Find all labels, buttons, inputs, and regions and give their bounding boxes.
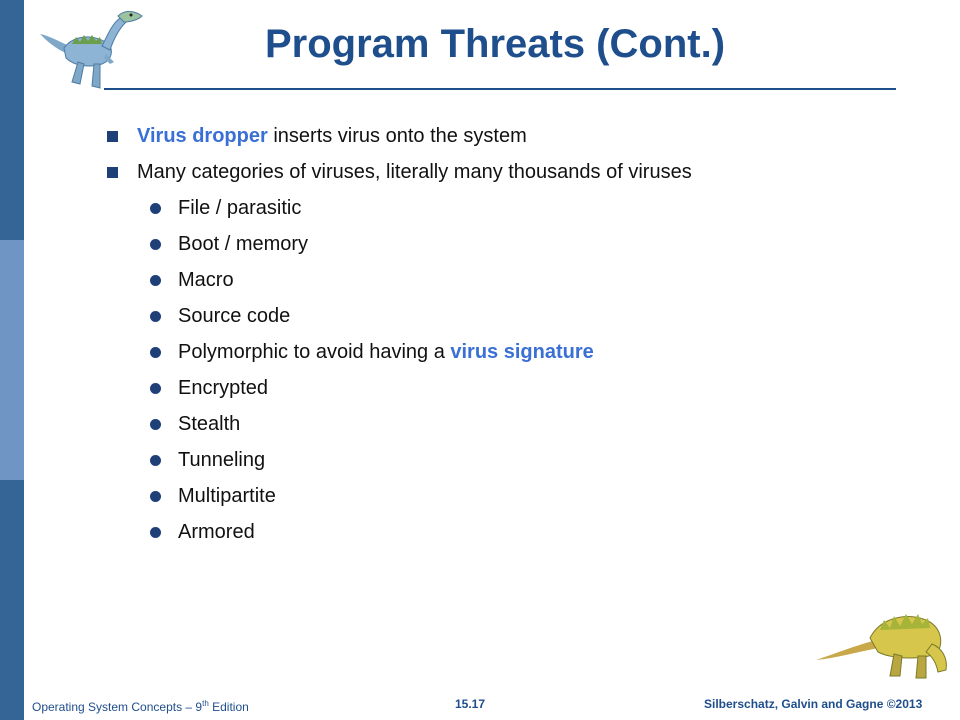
sub-bullet-text: Macro xyxy=(178,269,234,291)
round-bullet-icon xyxy=(150,455,161,466)
round-bullet-icon xyxy=(150,419,161,430)
footer-edition-ordinal: th xyxy=(202,699,209,708)
sub-bullet-item xyxy=(100,478,920,514)
round-bullet-icon xyxy=(150,203,161,214)
term-highlight: virus signature xyxy=(450,341,594,363)
sub-bullet-item xyxy=(100,334,920,370)
round-bullet-icon xyxy=(150,311,161,322)
round-bullet-icon xyxy=(150,491,161,502)
footer-copyright: Silberschatz, Galvin and Gagne ©2013 xyxy=(704,697,923,711)
footer-edition-label: Edition xyxy=(208,700,249,714)
square-bullet-icon xyxy=(107,131,118,142)
dinosaur-footer-icon xyxy=(814,600,960,680)
sub-bullet-item xyxy=(100,298,920,334)
sub-bullet-text: Source code xyxy=(178,305,291,327)
sub-bullet-item xyxy=(100,442,920,478)
round-bullet-icon xyxy=(150,347,161,358)
sub-bullet-item xyxy=(100,262,920,298)
sub-bullet-item xyxy=(100,514,920,550)
slide-title: Program Threats (Cont.) xyxy=(264,22,726,66)
bullet-text: Many categories of viruses, literally many thousands of viruses xyxy=(137,161,692,183)
sub-bullet-text: File / parasitic xyxy=(178,197,302,219)
bullet-item xyxy=(100,154,920,190)
footer-book-name: Operating System Concepts – 9 xyxy=(32,700,203,714)
sub-bullet-item xyxy=(100,226,920,262)
sub-bullet-item xyxy=(100,406,920,442)
round-bullet-icon xyxy=(150,527,161,538)
left-sidebar-accent xyxy=(0,240,24,480)
term-highlight: Virus dropper xyxy=(137,125,268,147)
sub-bullet-text: Boot / memory xyxy=(178,233,309,255)
bullet-text: inserts virus onto the system xyxy=(267,125,527,147)
sub-bullet-text: Armored xyxy=(178,521,255,543)
sub-bullet-item xyxy=(100,370,920,406)
dinosaur-logo-icon xyxy=(34,4,146,92)
square-bullet-icon xyxy=(107,167,118,178)
bullet-item xyxy=(100,118,920,154)
bullet-list xyxy=(100,118,920,550)
sub-bullet-text: Tunneling xyxy=(178,449,266,471)
sub-bullet-item xyxy=(100,190,920,226)
page-number: 15.17 xyxy=(455,697,486,711)
round-bullet-icon xyxy=(150,239,161,250)
sub-bullet-text: Polymorphic to avoid having a xyxy=(178,341,451,363)
sub-bullet-text: Stealth xyxy=(178,413,241,435)
round-bullet-icon xyxy=(150,383,161,394)
round-bullet-icon xyxy=(150,275,161,286)
footer-book-title xyxy=(32,696,249,715)
title-divider xyxy=(104,88,896,90)
sub-bullet-text: Multipartite xyxy=(178,485,276,507)
sub-bullet-text: Encrypted xyxy=(178,377,269,399)
